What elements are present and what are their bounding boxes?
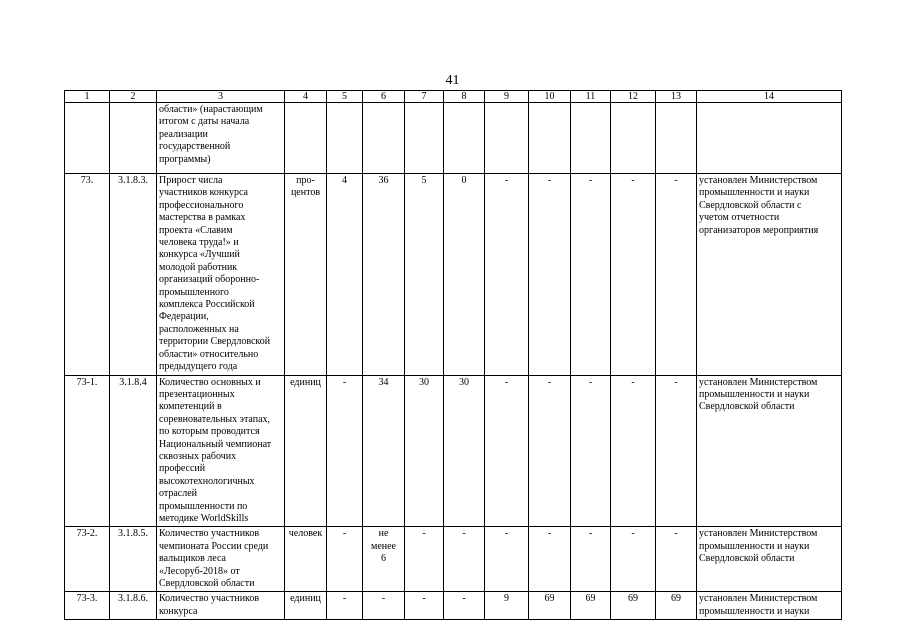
value-col-7: - bbox=[405, 527, 444, 592]
unit: единиц bbox=[285, 592, 327, 620]
value-col-6 bbox=[363, 103, 405, 174]
value-col-11: - bbox=[571, 375, 611, 527]
value-col-13: 69 bbox=[656, 592, 697, 620]
table-row bbox=[65, 375, 842, 527]
column-header: 7 bbox=[405, 91, 444, 103]
column-header: 13 bbox=[656, 91, 697, 103]
indicators-table bbox=[64, 90, 842, 620]
column-header: 11 bbox=[571, 91, 611, 103]
indicator-name: Количество основных и презентационных компетенций в соревновательных этапах, по которым проводится Национальный чемпионат сквозных рабочих профессий высокотехнологичных отраслей промышленности по методике WorldSkills bbox=[157, 375, 285, 527]
row-code: 3.1.8.5. bbox=[110, 527, 157, 592]
column-header: 12 bbox=[611, 91, 656, 103]
row-number: 73. bbox=[65, 174, 110, 376]
value-col-11: 69 bbox=[571, 592, 611, 620]
value-col-9: 9 bbox=[485, 592, 529, 620]
value-col-10: - bbox=[529, 527, 571, 592]
value-col-13: - bbox=[656, 174, 697, 376]
row-code: 3.1.8.6. bbox=[110, 592, 157, 620]
value-col-10: - bbox=[529, 375, 571, 527]
value-col-10: 69 bbox=[529, 592, 571, 620]
unit: про- центов bbox=[285, 174, 327, 376]
value-col-8: - bbox=[444, 592, 485, 620]
column-header: 3 bbox=[157, 91, 285, 103]
value-col-13: - bbox=[656, 527, 697, 592]
column-header: 5 bbox=[327, 91, 363, 103]
data-source: установлен Министерством промышленности и науки Свердловской области bbox=[697, 375, 842, 527]
value-col-12: - bbox=[611, 174, 656, 376]
value-col-9: - bbox=[485, 174, 529, 376]
unit bbox=[285, 103, 327, 174]
value-col-11: - bbox=[571, 527, 611, 592]
data-source: установлен Министерством промышленности и науки Свердловской области bbox=[697, 527, 842, 592]
indicator-name: Прирост числа участников конкурса профессионального мастерства в рамках проекта «Славим человека труда!» и конкурса «Лучший молодой работник организаций оборонно- промышленного комплекса Российской Федерации, расположенных на территории Свердловской области» относительно предыдущего года bbox=[157, 174, 285, 376]
value-col-12: - bbox=[611, 527, 656, 592]
value-col-9: - bbox=[485, 375, 529, 527]
value-col-8: - bbox=[444, 527, 485, 592]
column-header: 4 bbox=[285, 91, 327, 103]
value-col-11 bbox=[571, 103, 611, 174]
value-col-6: - bbox=[363, 592, 405, 620]
value-col-6: 34 bbox=[363, 375, 405, 527]
value-col-10: - bbox=[529, 174, 571, 376]
column-header: 8 bbox=[444, 91, 485, 103]
row-number bbox=[65, 103, 110, 174]
value-col-7: 5 bbox=[405, 174, 444, 376]
value-col-12: 69 bbox=[611, 592, 656, 620]
value-col-8: 30 bbox=[444, 375, 485, 527]
unit: человек bbox=[285, 527, 327, 592]
indicator-name: Количество участников чемпионата России среди вальщиков леса «Лесоруб-2018» от Свердловской области bbox=[157, 527, 285, 592]
column-header: 2 bbox=[110, 91, 157, 103]
page-number: 41 bbox=[445, 73, 460, 88]
value-col-9 bbox=[485, 103, 529, 174]
value-col-8 bbox=[444, 103, 485, 174]
value-col-7: - bbox=[405, 592, 444, 620]
value-col-5: - bbox=[327, 592, 363, 620]
value-col-12: - bbox=[611, 375, 656, 527]
data-source: установлен Министерством промышленности и науки bbox=[697, 592, 842, 620]
value-col-5: - bbox=[327, 375, 363, 527]
row-number: 73-2. bbox=[65, 527, 110, 592]
value-col-5: - bbox=[327, 527, 363, 592]
row-code: 3.1.8.3. bbox=[110, 174, 157, 376]
data-source: установлен Министерством промышленности и науки Свердловской области с учетом отчетности организаторов мероприятия bbox=[697, 174, 842, 376]
column-header: 1 bbox=[65, 91, 110, 103]
value-col-7 bbox=[405, 103, 444, 174]
row-number: 73-3. bbox=[65, 592, 110, 620]
table-row bbox=[65, 527, 842, 592]
value-col-8: 0 bbox=[444, 174, 485, 376]
value-col-9: - bbox=[485, 527, 529, 592]
value-col-11: - bbox=[571, 174, 611, 376]
indicator-name: области» (нарастающим итогом с даты начала реализации государственной программы) bbox=[157, 103, 285, 174]
column-header: 14 bbox=[697, 91, 842, 103]
column-header: 6 bbox=[363, 91, 405, 103]
value-col-13 bbox=[656, 103, 697, 174]
unit: единиц bbox=[285, 375, 327, 527]
table-row bbox=[65, 592, 842, 620]
row-code: 3.1.8.4 bbox=[110, 375, 157, 527]
column-header: 10 bbox=[529, 91, 571, 103]
row-number: 73-1. bbox=[65, 375, 110, 527]
column-header: 9 bbox=[485, 91, 529, 103]
data-source bbox=[697, 103, 842, 174]
value-col-12 bbox=[611, 103, 656, 174]
value-col-6: 36 bbox=[363, 174, 405, 376]
table-row bbox=[65, 103, 842, 174]
value-col-5 bbox=[327, 103, 363, 174]
table-row bbox=[65, 174, 842, 376]
column-numbers-row bbox=[65, 91, 842, 103]
value-col-6: не менее 6 bbox=[363, 527, 405, 592]
value-col-7: 30 bbox=[405, 375, 444, 527]
value-col-10 bbox=[529, 103, 571, 174]
value-col-5: 4 bbox=[327, 174, 363, 376]
indicator-name: Количество участников конкурса bbox=[157, 592, 285, 620]
value-col-13: - bbox=[656, 375, 697, 527]
row-code bbox=[110, 103, 157, 174]
